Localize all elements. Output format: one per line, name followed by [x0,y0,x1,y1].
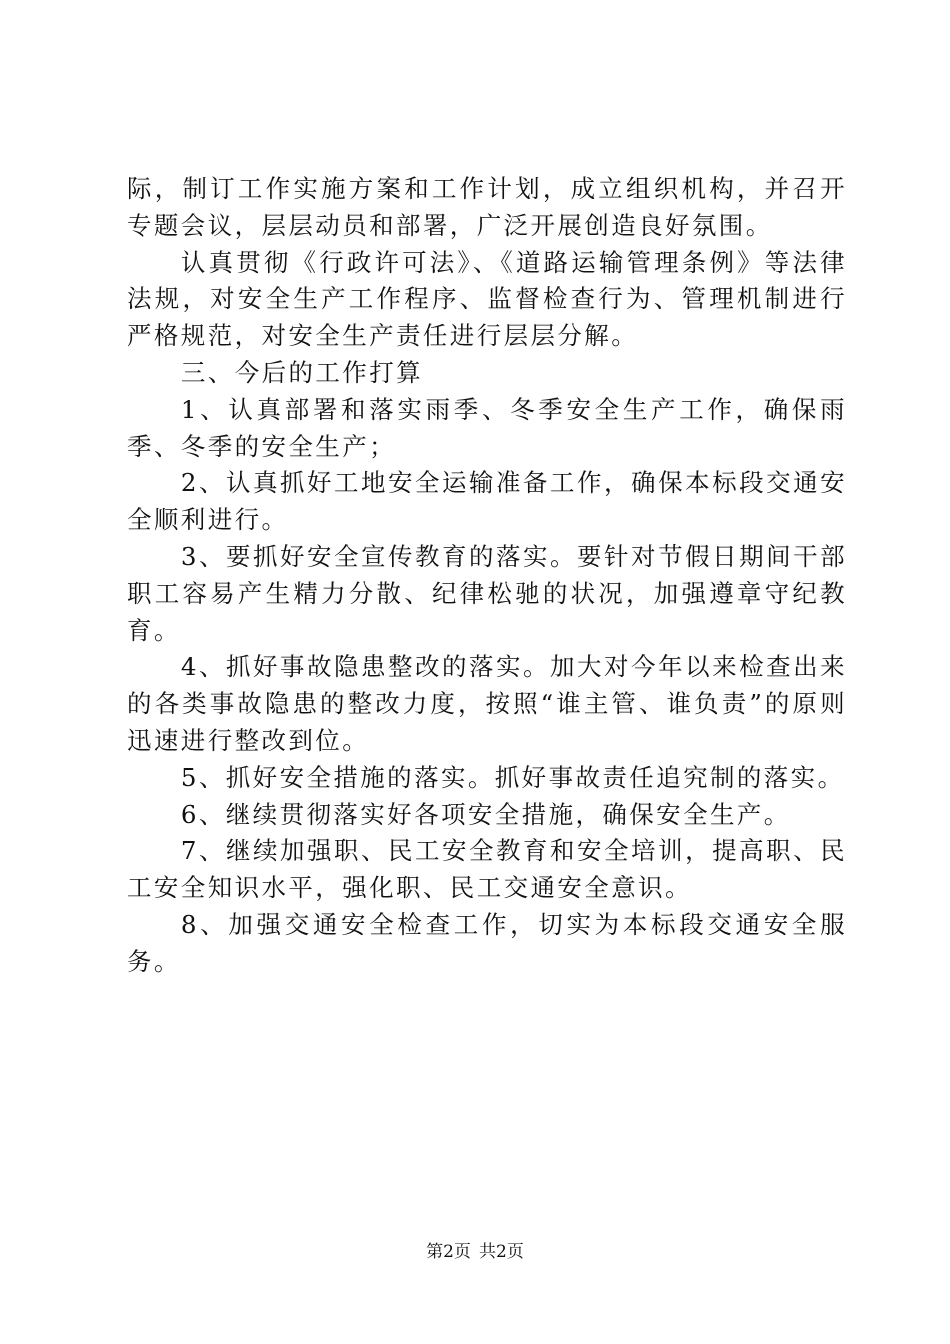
plan-item-5: 5、抓好安全措施的落实。抓好事故责任追究制的落实。 [180,762,845,792]
plan-item-4: 4、抓好事故隐患整改的落实。加大对今年以来检查出来的各类事故隐患的整改力度，按照“谁主管、谁负责”的原则迅速进行整改到位。 [127,652,847,755]
plan-item-8: 8、加强交通安全检查工作，切实为本标段交通安全服务。 [127,909,847,976]
plan-item-2: 2、认真抓好工地安全运输准备工作，确保本标段交通安全顺利进行。 [127,468,847,535]
plan-item-3: 3、要抓好安全宣传教育的落实。要针对节假日期间干部职工容易产生精力分散、纪律松驰的状况，加强遵章守纪教育。 [127,541,847,645]
page-footer [0,1240,950,1264]
document-body [127,171,847,981]
section-heading-future-plans: 三、今后的工作打算 [180,357,423,387]
page-total: 共2页 [479,1242,524,1262]
page-number: 第2页 [426,1242,471,1262]
paragraph-regulations: 认真贯彻《行政许可法》、《道路运输管理条例》等法律法规，对安全生产工作程序、监督检查行为、管理机制进行严格规范，对安全生产责任进行层层分解。 [127,247,847,351]
plan-item-1: 1、认真部署和落实雨季、冬季安全生产工作，确保雨季、冬季的安全生产； [127,394,847,461]
plan-item-7: 7、继续加强职、民工安全教育和安全培训，提高职、民工安全知识水平，强化职、民工交通安全意识。 [127,836,847,903]
paragraph-continuation: 际，制订工作实施方案和工作计划，成立组织机构，并召开专题会议，层层动员和部署，广泛开展创造良好氛围。 [127,174,847,240]
plan-item-6: 6、继续贯彻落实好各项安全措施，确保安全生产。 [180,799,791,829]
